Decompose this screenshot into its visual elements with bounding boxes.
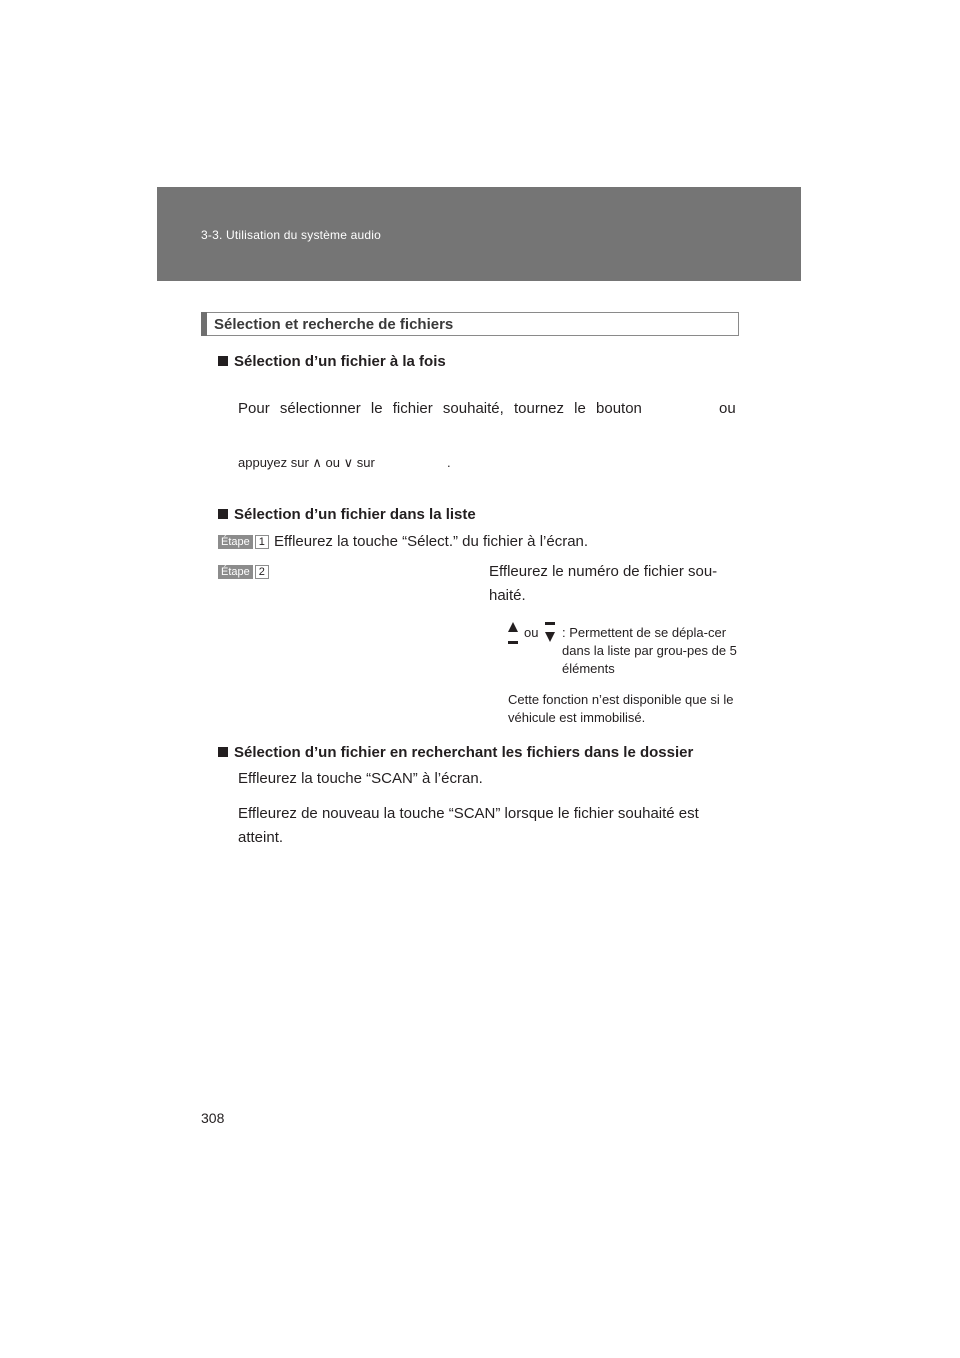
heading-in-list: Sélection d’un fichier dans la liste — [218, 506, 476, 523]
square-bullet-icon — [218, 356, 228, 366]
title-accent-bar — [201, 312, 207, 336]
availability-note: Cette fonction n’est disponible que si le véhicule est immobilisé. — [508, 692, 734, 725]
square-bullet-icon — [218, 747, 228, 757]
instruction-text-end: ou — [719, 400, 736, 417]
step-2-text: Effleurez le numéro de fichier sou-haité. — [489, 563, 718, 604]
instruction-text: Pour sélectionner le fichier souhaité, tournez le bouton — [238, 400, 642, 417]
instruction-text-2-end: . — [447, 455, 451, 470]
step-1-badge: Étape 1 — [218, 535, 270, 549]
step-2-badge: Étape 2 — [218, 565, 270, 579]
arrows-or: ou — [524, 625, 539, 640]
section-title-box — [201, 312, 739, 336]
page-number: 308 — [201, 1110, 225, 1126]
section-title: Sélection et recherche de fichiers — [214, 316, 454, 333]
scan-text-1: Effleurez la touche “SCAN” à l’écran. — [238, 770, 483, 787]
step-1-text: Effleurez la touche “Sélect.” du fichier à l’écran. — [274, 533, 589, 550]
square-bullet-icon — [218, 509, 228, 519]
heading-scan: Sélection d’un fichier en recherchant les fichiers dans le dossier — [218, 744, 693, 761]
scan-text-2: Effleurez de nouveau la touche “SCAN” lorsque le fichier souhaité est atteint. — [238, 805, 699, 846]
section-label: 3-3. Utilisation du système audio — [201, 228, 382, 242]
heading-one-at-a-time: Sélection d’un fichier à la fois — [218, 353, 446, 370]
arrows-description: : Permettent de se dépla-cer dans la liste par grou-pes de 5 éléments — [562, 625, 737, 676]
instruction-text-2: appuyez sur ∧ ou ∨ sur — [238, 455, 375, 470]
